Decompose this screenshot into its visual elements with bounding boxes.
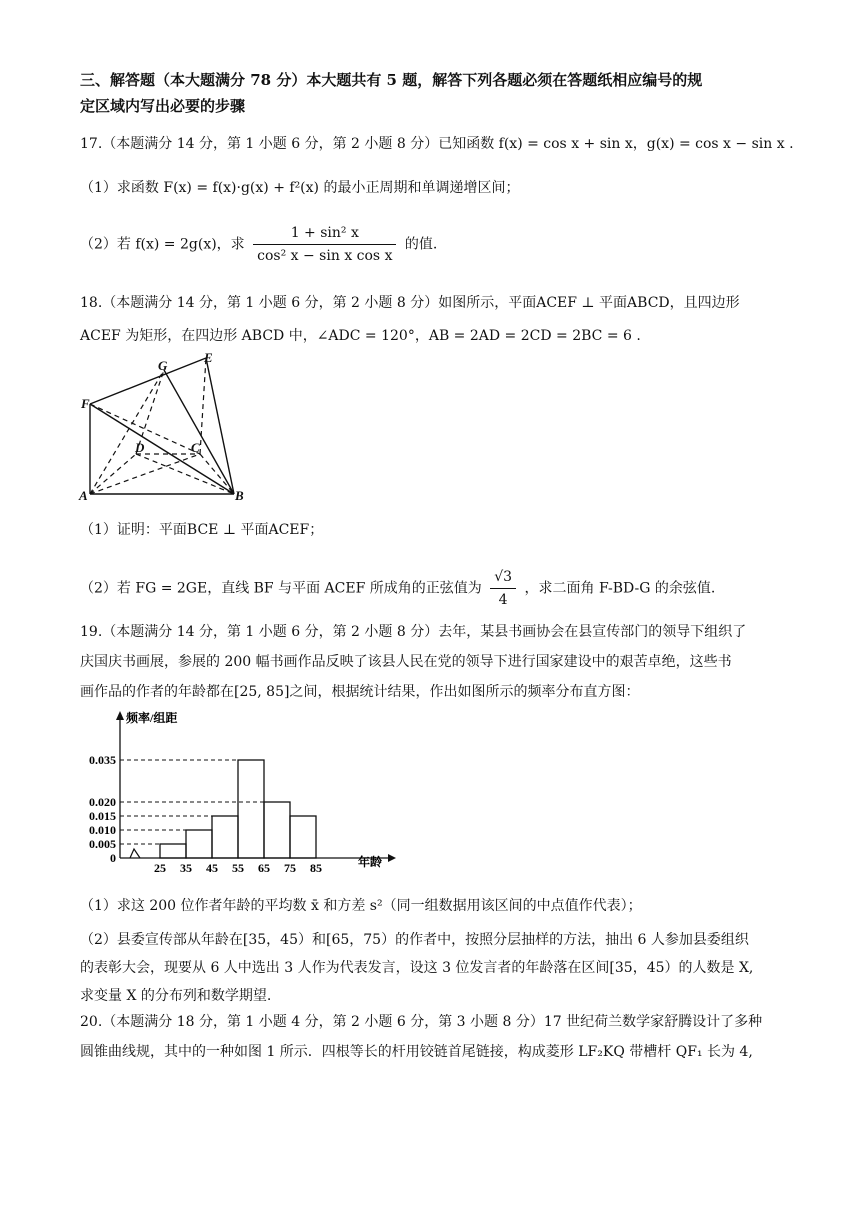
y-tick-3: 0.010 (89, 823, 116, 837)
y-axis-arrow (116, 711, 124, 720)
q18-part2-suffix: ，求二面角 F-BD-G 的余弦值. (524, 580, 716, 597)
label-f: F (81, 396, 90, 411)
x-tick-6: 85 (310, 861, 322, 873)
q17-intro: 17.（本题满分 14 分，第 1 小题 6 分，第 2 小题 8 分）已知函数 f(x) = cos x + sin x，g(x) = cos x − sin x . (80, 136, 794, 152)
q18-part2 (80, 566, 800, 611)
label-a: A (79, 488, 88, 503)
edge-ad (90, 454, 136, 494)
q18-intro-line2: ACEF 为矩形，在四边形 ABCD 中，∠ADC = 120°，AB = 2AD = 2CD = 2BC = 6 . (80, 328, 641, 344)
q17-part2 (80, 222, 800, 267)
label-b: B (235, 488, 244, 503)
edge-eb (206, 358, 234, 494)
q17-part2-suffix: 的值. (404, 236, 438, 253)
q20-intro-line2: 圆锥曲线规，其中的一种如图 1 所示．四根等长的杆用铰链首尾链接，构成菱形 LF₂KQ 带槽杆 QF₁ 长为 4, (80, 1044, 753, 1060)
label-e: E (204, 350, 213, 365)
q18-part2-fraction (490, 566, 516, 611)
y-axis-label: 频率/组距 (126, 711, 178, 725)
q20-intro-line1: 20.（本题满分 18 分，第 1 小题 4 分，第 2 小题 6 分，第 3 小题 8 分）17 世纪荷兰数学家舒腾设计了多种 (80, 1014, 763, 1030)
q18-part2-denominator: 4 (498, 592, 508, 608)
bar-1 (186, 830, 212, 858)
edge-fc (90, 404, 200, 454)
q19-part1: （1）求这 200 位作者年龄的平均数 x̄ 和方差 s²（同一组数据用该区间的中点值作代表）； (80, 898, 642, 914)
q17-part1: （1）求函数 F(x) = f(x)·g(x) + f²(x) 的最小正周期和单调递增区间； (80, 180, 520, 196)
q18-part1: （1）证明：平面BCE ⊥ 平面ACEF； (80, 522, 324, 538)
y-tick-1: 0.020 (89, 795, 116, 809)
y-tick-0: 0.035 (89, 753, 116, 767)
q18-intro-line1: 18.（本题满分 14 分，第 1 小题 6 分，第 2 小题 8 分）如图所示，平面ACEF ⊥ 平面ABCD，且四边形 (80, 295, 740, 311)
bar-0 (160, 844, 186, 858)
frequency-histogram (70, 708, 410, 873)
label-g: G (158, 358, 168, 373)
bar-2 (212, 816, 238, 858)
q17-part2-numerator: 1 + sin² x (253, 222, 396, 245)
q17-part2-prefix: （2）若 f(x) = 2g(x)，求 (80, 236, 245, 253)
q19-intro-line1: 19.（本题满分 14 分，第 1 小题 6 分，第 2 小题 8 分）去年，某县书画协会在县宣传部门的领导下组织了 (80, 624, 747, 640)
x-tick-2: 45 (206, 861, 218, 873)
edge-cb (200, 454, 234, 494)
y-tick-2: 0.015 (89, 809, 116, 823)
q19-intro-line3: 画作品的作者的年龄都在[25, 85]之间，根据统计结果，作出如图所示的频率分布直方图： (80, 684, 640, 700)
q17-part2-fraction (253, 222, 396, 267)
bar-5 (290, 816, 316, 858)
edge-ac (90, 454, 200, 494)
q19-intro-line2: 庆国庆书画展，参展的 200 幅书画作品反映了该县人民在党的领导下进行国家建设中的艰苦卓绝，这些书 (80, 654, 732, 670)
x-axis-arrow (388, 854, 396, 862)
label-c: C (191, 440, 200, 455)
section-heading-line1: 三、解答题（本大题满分 78 分）本大题共有 5 题，解答下列各题必须在答题纸相应编号的规 (80, 71, 703, 89)
y-tick-5: 0 (110, 851, 116, 865)
edge-gb (164, 370, 234, 494)
x-tick-3: 55 (232, 861, 244, 873)
q17-part2-denominator: cos² x − sin x cos x (257, 248, 393, 264)
q18-part2-numerator: √3 (490, 566, 516, 589)
q19-part2-line3: 求变量 X 的分布列和数学期望. (80, 988, 272, 1004)
bar-4 (264, 802, 290, 858)
x-axis-label: 年龄 (358, 855, 383, 869)
q19-part2-line2: 的表彰大会，现要从 6 人中选出 3 人作为代表发言，设这 3 位发言者的年龄落在区间[35，45）的人数是 X, (80, 960, 754, 976)
x-tick-0: 25 (154, 861, 166, 873)
q18-figure (78, 350, 258, 510)
edge-fb (90, 404, 234, 494)
x-tick-4: 65 (258, 861, 270, 873)
axis-break (130, 849, 140, 858)
x-tick-5: 75 (284, 861, 296, 873)
x-tick-1: 35 (180, 861, 192, 873)
section-heading-line2: 定区域内写出必要的步骤 (80, 97, 246, 115)
q18-part2-prefix: （2）若 FG = 2GE，直线 BF 与平面 ACEF 所成角的正弦值为 (80, 580, 482, 597)
y-tick-4: 0.005 (89, 837, 116, 851)
q19-part2-line1: （2）县委宣传部从年龄在[35，45）和[65，75）的作者中，按照分层抽样的方法，抽出 6 人参加县委组织 (80, 932, 749, 948)
label-d: D (135, 440, 145, 455)
bar-3 (238, 760, 264, 858)
